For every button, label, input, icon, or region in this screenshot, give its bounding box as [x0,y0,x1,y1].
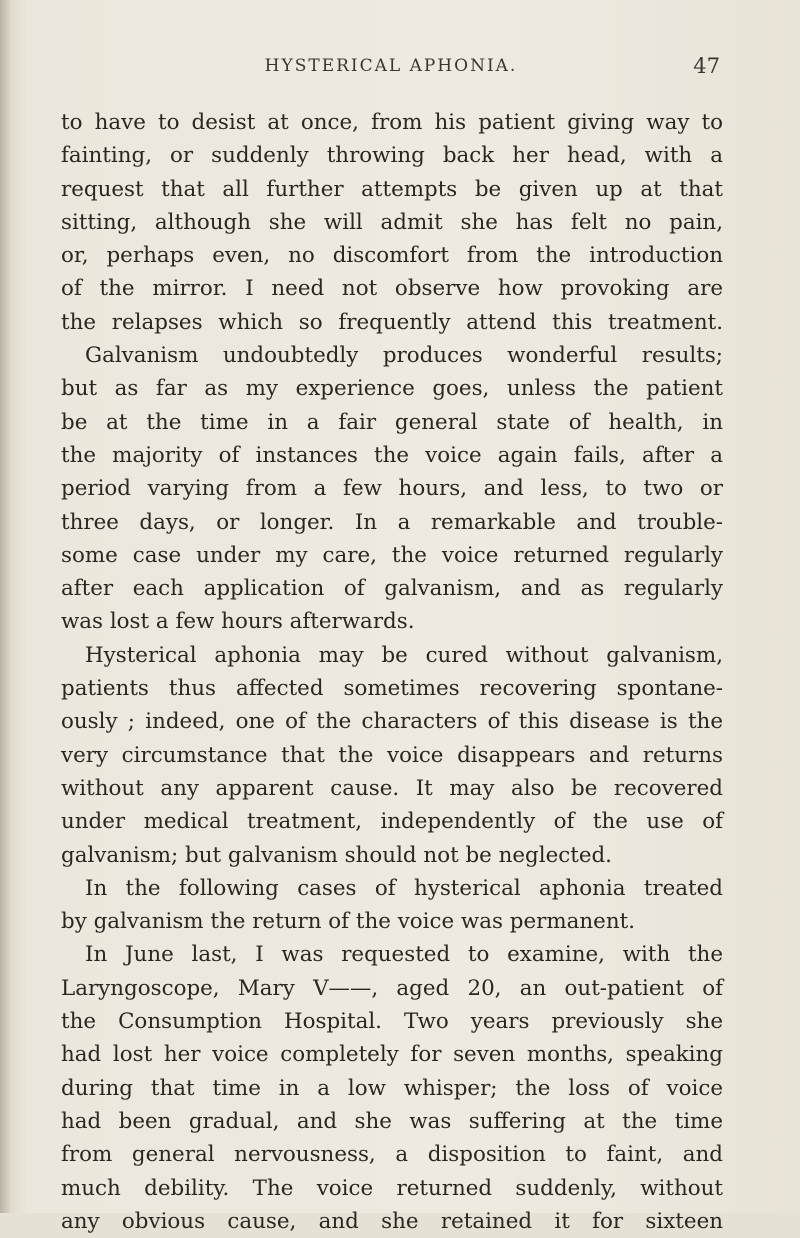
page-binding-edge [0,0,10,1213]
page-header [62,56,720,86]
text-line: Laryngoscope, Mary V——, aged 20, an out-patient of [61,975,723,1001]
text-line: had lost her voice completely for seven months, speaking [61,1042,723,1068]
text-line: request that all further attempts be given up at that [61,176,723,202]
text-line: the Consumption Hospital. Two years previously she [61,1009,723,1035]
text-line: the relapses which so frequently attend this treatment. [61,309,723,335]
text-line: period varying from a few hours, and less, to two or [61,476,723,502]
text-line: any obvious cause, and she retained it for sixteen [61,1208,723,1234]
text-line: of the mirror. I need not observe how provoking are [61,276,723,302]
text-line: after each application of galvanism, and as regularly [61,576,723,602]
text-line: very circumstance that the voice disappears and returns [61,742,723,768]
text-line: sitting, although she will admit she has felt no pain, [61,209,723,235]
running-title: HYSTERICAL APHONIA. [264,56,518,76]
text-line: fainting, or suddenly throwing back her head, with a [61,143,723,169]
text-line: In June last, I was requested to examine, with the [85,942,723,968]
page-number: 47 [693,54,720,78]
text-line: during that time in a low whisper; the loss of voice [61,1075,723,1101]
text-line: without any apparent cause. It may also be recovered [61,775,723,801]
text-line: but as far as my experience goes, unless the patient [61,376,723,402]
text-line: be at the time in a fair general state of health, in [61,409,723,435]
text-line: by galvanism the return of the voice was permanent. [61,909,635,935]
text-line: In the following cases of hysterical aphonia treated [85,875,723,901]
text-line: the majority of instances the voice again fails, after a [61,442,723,468]
text-line: or, perhaps even, no discomfort from the introduction [61,243,723,269]
text-line: Galvanism undoubtedly produces wonderful results; [85,343,723,369]
text-line: patients thus affected sometimes recovering spontane- [61,676,723,702]
text-line: three days, or longer. In a remarkable and trouble- [61,509,723,535]
text-line: much debility. The voice returned suddenly, without [61,1175,723,1201]
text-line: from general nervousness, a disposition to faint, and [61,1142,723,1168]
text-line: to have to desist at once, from his patient giving way to [61,110,723,135]
text-line: some case under my care, the voice returned regularly [61,542,723,568]
body-text [61,106,723,1238]
text-line: under medical treatment, independently of the use of [61,809,723,835]
text-line: galvanism; but galvanism should not be neglected. [61,842,612,868]
text-line: ously ; indeed, one of the characters of this disease is the [61,709,723,735]
text-line: was lost a few hours afterwards. [61,609,415,635]
text-line: had been gradual, and she was suffering at the time [61,1108,723,1134]
text-line: Hysterical aphonia may be cured without galvanism, [85,642,723,668]
